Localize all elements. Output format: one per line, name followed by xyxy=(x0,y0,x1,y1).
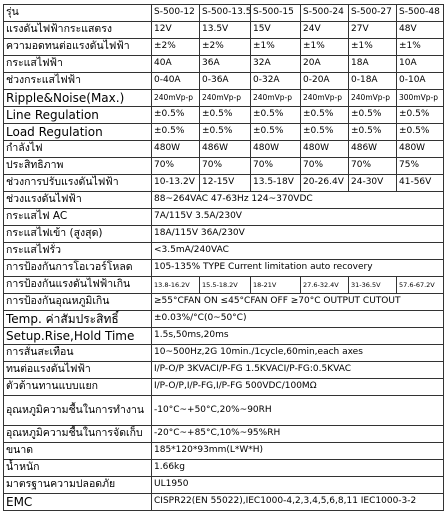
spec-row xyxy=(4,379,444,396)
spec-value: ±0.03%/°C(0~50°C) xyxy=(152,311,349,328)
spec-value: 240mVp-p xyxy=(251,90,301,107)
spec-value: 70% xyxy=(200,158,251,175)
row-label: Ripple&Noise(Max.) xyxy=(4,90,152,107)
empty-cell xyxy=(349,226,444,243)
spec-row xyxy=(4,158,444,175)
row-label: ทนต่อแรงดันไฟฟ้า xyxy=(4,362,152,379)
spec-value: 18-21V xyxy=(251,277,301,294)
spec-value: 0-40A xyxy=(152,73,200,90)
spec-row xyxy=(4,56,444,73)
spec-value: 1.66kg xyxy=(152,460,349,477)
row-label: ช่วงการปรับแรงดันไฟฟ้า xyxy=(4,175,152,192)
spec-value: 18A xyxy=(349,56,397,73)
spec-value: 10-13.2V xyxy=(152,175,200,192)
spec-value: 18A/115V 36A/230V xyxy=(152,226,349,243)
empty-cell xyxy=(349,311,444,328)
spec-value: ±0.5% xyxy=(301,107,349,124)
spec-value: 240mVp-p xyxy=(152,90,200,107)
spec-value: ±1% xyxy=(349,39,397,56)
spec-row xyxy=(4,477,444,494)
spec-value: 27.6-32.4V xyxy=(301,277,349,294)
row-label: กระแสไฟเข้า (สูงสุด) xyxy=(4,226,152,243)
spec-value: <3.5mA/240VAC xyxy=(152,243,349,260)
spec-value: 70% xyxy=(349,158,397,175)
model-name: S-500-15 xyxy=(251,5,301,22)
spec-value: 13.5-18V xyxy=(251,175,301,192)
spec-row xyxy=(4,260,444,277)
spec-value: ±0.5% xyxy=(251,124,301,141)
spec-row xyxy=(4,243,444,260)
row-label: ประสิทธิภาพ xyxy=(4,158,152,175)
empty-cell xyxy=(349,328,444,345)
spec-value: ±0.5% xyxy=(200,124,251,141)
spec-value: 88~264VAC 47-63Hz 124~370VDC xyxy=(152,192,444,209)
spec-value: 240mVp-p xyxy=(349,90,397,107)
spec-row xyxy=(4,209,444,226)
row-label: กระแสไฟรั่ว xyxy=(4,243,152,260)
spec-value: 0-10A xyxy=(397,73,444,90)
spec-value: 13.5V xyxy=(200,22,251,39)
spec-value: 300mVp-p xyxy=(397,90,444,107)
spec-value: -10°C~+50°C,20%~90RH xyxy=(152,396,349,426)
spec-value: 40A xyxy=(152,56,200,73)
spec-row xyxy=(4,345,444,362)
spec-value: 10~500Hz,2G 10min./1cycle,60min,each axes xyxy=(152,345,349,362)
row-label: ตัวต้านทานแบบแยก xyxy=(4,379,152,396)
spec-value: 57.6-67.2V xyxy=(397,277,444,294)
spec-value: ±0.5% xyxy=(397,124,444,141)
spec-row xyxy=(4,443,444,460)
row-label: อุณหภูมิความชื้นในการจัดเก็บ xyxy=(4,426,152,443)
empty-cell xyxy=(349,443,444,460)
spec-row xyxy=(4,107,444,124)
spec-value: CISPR22(EN 55022),IEC1000-4,2,3,4,5,6,8,11 IEC1000-3-2 xyxy=(152,494,349,511)
spec-row xyxy=(4,362,444,379)
empty-cell xyxy=(349,243,444,260)
row-label: มาตรฐานความปลอดภัย xyxy=(4,477,152,494)
spec-value: 0-36A xyxy=(200,73,251,90)
spec-value: 7A/115V 3.5A/230V xyxy=(152,209,349,226)
empty-cell xyxy=(349,396,444,426)
empty-cell xyxy=(349,426,444,443)
spec-value: 486W xyxy=(349,141,397,158)
row-label: แรงดันไฟฟ้ากระแสตรง xyxy=(4,22,152,39)
spec-row xyxy=(4,124,444,141)
spec-value: 70% xyxy=(251,158,301,175)
spec-value: 24V xyxy=(301,22,349,39)
row-label: ช่วงแรงดันไฟฟ้า xyxy=(4,192,152,209)
spec-value: ≥55°CFAN ON ≤45°CFAN OFF ≥70°C OUTPUT CUTOUT xyxy=(152,294,349,311)
spec-value: 240mVp-p xyxy=(301,90,349,107)
spec-row xyxy=(4,311,444,328)
row-label: รุ่น xyxy=(4,5,152,22)
spec-table xyxy=(3,4,444,511)
spec-value: 480W xyxy=(301,141,349,158)
spec-row xyxy=(4,426,444,443)
spec-row xyxy=(4,396,444,426)
spec-value: UL1950 xyxy=(152,477,349,494)
spec-value: 105-135% TYPE Current limitation auto recovery xyxy=(152,260,444,277)
spec-value: 480W xyxy=(397,141,444,158)
row-label: กระแสไฟ AC xyxy=(4,209,152,226)
spec-value: ±1% xyxy=(397,39,444,56)
row-label: การป้องกันอุณหภูมิเกิน xyxy=(4,294,152,311)
spec-value: I/P-O/P,I/P-FG,I/P-FG 500VDC/100MΩ xyxy=(152,379,349,396)
spec-value: 20-26.4V xyxy=(301,175,349,192)
spec-value: 15.5-18.2V xyxy=(200,277,251,294)
model-name: S-500-27 xyxy=(349,5,397,22)
spec-row xyxy=(4,277,444,294)
spec-value: 0-32A xyxy=(251,73,301,90)
spec-value: 24-30V xyxy=(349,175,397,192)
row-label: การป้องกันการโอเวอร์โหลด xyxy=(4,260,152,277)
empty-cell xyxy=(349,379,444,396)
row-label: ขนาด xyxy=(4,443,152,460)
spec-value: 1.5s,50ms,20ms xyxy=(152,328,349,345)
row-label: Line Regulation xyxy=(4,107,152,124)
spec-row xyxy=(4,226,444,243)
spec-row xyxy=(4,294,444,311)
model-name: S-500-12 xyxy=(152,5,200,22)
model-header-row xyxy=(4,5,444,22)
spec-value: 0-18A xyxy=(349,73,397,90)
row-label: อุณหภูมิความชื้นในการทำงาน xyxy=(4,396,152,426)
spec-row xyxy=(4,90,444,107)
row-label: ช่วงกระแสไฟฟ้า xyxy=(4,73,152,90)
model-name: S-500-13.5 xyxy=(200,5,251,22)
spec-value: ±0.5% xyxy=(301,124,349,141)
spec-value: 480W xyxy=(251,141,301,158)
spec-value: ±0.5% xyxy=(152,107,200,124)
empty-cell xyxy=(349,460,444,477)
spec-row xyxy=(4,73,444,90)
model-name: S-500-48 xyxy=(397,5,444,22)
spec-value: ±0.5% xyxy=(251,107,301,124)
model-name: S-500-24 xyxy=(301,5,349,22)
spec-value: 48V xyxy=(397,22,444,39)
spec-row xyxy=(4,192,444,209)
row-label: กระแสไฟฟ้า xyxy=(4,56,152,73)
spec-value: ±0.5% xyxy=(349,107,397,124)
row-label: การป้องกันแรงดันไฟฟ้าเกิน xyxy=(4,277,152,294)
spec-row xyxy=(4,39,444,56)
row-label: ความอดทนต่อแรงดันไฟฟ้า xyxy=(4,39,152,56)
spec-value: ±2% xyxy=(200,39,251,56)
spec-value: 75% xyxy=(397,158,444,175)
spec-value: 36A xyxy=(200,56,251,73)
spec-value: I/P-O/P 3KVACI/P-FG 1.5KVACI/P-FG:0.5KVAC xyxy=(152,362,349,379)
spec-value: 70% xyxy=(301,158,349,175)
row-label: Temp. ค่าสัมประสิทธิ์ xyxy=(4,311,152,328)
spec-value: 32A xyxy=(251,56,301,73)
row-label: กำลังไฟ xyxy=(4,141,152,158)
empty-cell xyxy=(349,362,444,379)
row-label: EMC xyxy=(4,494,152,511)
empty-cell xyxy=(349,477,444,494)
spec-value: ±0.5% xyxy=(397,107,444,124)
spec-row xyxy=(4,494,444,511)
spec-value: 27V xyxy=(349,22,397,39)
spec-value: 0-20A xyxy=(301,73,349,90)
spec-value: 12-15V xyxy=(200,175,251,192)
spec-value: 13.8-16.2V xyxy=(152,277,200,294)
spec-value: 70% xyxy=(152,158,200,175)
spec-value: -20°C~+85°C,10%~95%RH xyxy=(152,426,349,443)
row-label: น้ำหนัก xyxy=(4,460,152,477)
row-label: Setup.Rise,Hold Time xyxy=(4,328,152,345)
spec-value: 20A xyxy=(301,56,349,73)
empty-cell xyxy=(349,209,444,226)
spec-value: 15V xyxy=(251,22,301,39)
spec-value: 12V xyxy=(152,22,200,39)
spec-value: ±1% xyxy=(251,39,301,56)
spec-row xyxy=(4,175,444,192)
spec-value: 480W xyxy=(152,141,200,158)
spec-row xyxy=(4,460,444,477)
spec-value: 31-36.5V xyxy=(349,277,397,294)
spec-value: 185*120*93mm(L*W*H) xyxy=(152,443,349,460)
spec-value: ±0.5% xyxy=(200,107,251,124)
row-label: Load Regulation xyxy=(4,124,152,141)
spec-value: ±0.5% xyxy=(349,124,397,141)
spec-row xyxy=(4,141,444,158)
spec-value: ±1% xyxy=(301,39,349,56)
spec-value: 10A xyxy=(397,56,444,73)
spec-value: ±2% xyxy=(152,39,200,56)
spec-row xyxy=(4,328,444,345)
spec-row xyxy=(4,22,444,39)
spec-value: 486W xyxy=(200,141,251,158)
spec-value: 41-56V xyxy=(397,175,444,192)
spec-value: ±0.5% xyxy=(152,124,200,141)
spec-value: 240mVp-p xyxy=(200,90,251,107)
row-label: การสั่นสะเทือน xyxy=(4,345,152,362)
